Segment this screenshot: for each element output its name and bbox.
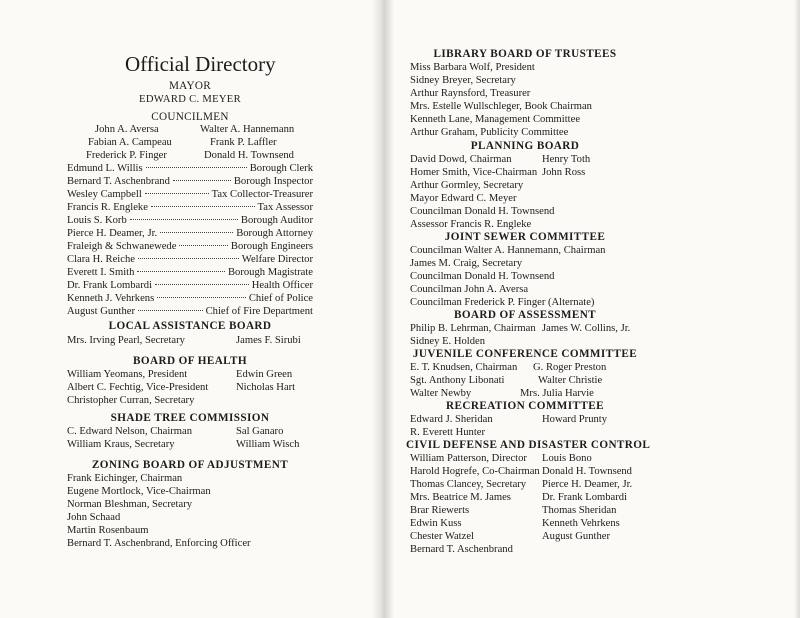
official-name: Dr. Frank Lombardi <box>67 280 153 291</box>
member-name: Eugene Mortlock, Vice-Chairman <box>67 486 211 497</box>
member-name: James F. Sirubi <box>236 335 301 346</box>
member-name: Mrs. Beatrice M. James <box>410 492 511 503</box>
member-name: Albert C. Fechtig, Vice-President <box>67 382 209 393</box>
section-heading: ZONING BOARD OF ADJUSTMENT <box>91 459 289 471</box>
member-name: Arthur Raynsford, Treasurer <box>410 88 531 99</box>
official-position: Tax Assessor <box>257 202 313 213</box>
member-name: James W. Collins, Jr. <box>542 323 631 334</box>
member-name: E. T. Knudsen, Chairman <box>410 362 518 373</box>
section-heading: BOARD OF ASSESSMENT <box>453 309 597 321</box>
member-name: Frank Eichinger, Chairman <box>67 473 183 484</box>
official-position: Borough Engineers <box>230 241 313 252</box>
member-name: Mayor Edward C. Meyer <box>410 193 517 204</box>
dot-leader <box>160 232 233 233</box>
official-row <box>67 293 313 306</box>
councilman-name: Frederick P. Finger <box>86 150 167 161</box>
member-name: James M. Craig, Secretary <box>410 258 523 269</box>
official-row <box>67 267 313 280</box>
member-name: Sgt. Anthony Libonati <box>410 375 505 386</box>
member-name: William Kraus, Secretary <box>67 439 175 450</box>
member-name: Assessor Francis R. Engleke <box>410 219 532 230</box>
member-name: Kenneth Vehrkens <box>542 518 620 529</box>
member-name: Martin Rosenbaum <box>67 525 149 536</box>
member-name: Brar Riewerts <box>410 505 470 516</box>
councilman-name: Frank P. Laffler <box>210 137 277 148</box>
member-name: Walter Christie <box>538 375 603 386</box>
member-name: John Ross <box>542 167 586 178</box>
section-heading: LIBRARY BOARD OF TRUSTEES <box>433 48 617 60</box>
member-name: Arthur Gormley, Secretary <box>410 180 524 191</box>
mayor-heading: MAYOR <box>168 80 212 92</box>
member-name: Philip B. Lehrman, Chairman <box>410 323 536 334</box>
official-name: Fraleigh & Schwanewede <box>67 241 177 252</box>
official-position: Borough Magistrate <box>227 267 313 278</box>
section-heading: PLANNING BOARD <box>470 140 580 152</box>
councilman-name: Donald H. Townsend <box>204 150 294 161</box>
member-name: Mrs. Julia Harvie <box>520 388 594 399</box>
official-position: Tax Collector-Treasurer <box>211 189 313 200</box>
dot-leader <box>130 219 238 220</box>
official-position: Borough Inspector <box>233 176 313 187</box>
official-name: Edmund L. Willis <box>67 163 143 174</box>
member-name: Howard Prunty <box>542 414 608 425</box>
member-name: Councilman Donald H. Townsend <box>410 271 555 282</box>
councilman-name: John A. Aversa <box>95 124 159 135</box>
official-row <box>67 280 313 293</box>
member-name: Bernard T. Aschenbrand <box>410 544 513 555</box>
dot-leader <box>145 193 209 194</box>
official-name: Kenneth J. Vehrkens <box>67 293 155 304</box>
dot-leader <box>179 245 227 246</box>
member-name: Sal Ganaro <box>236 426 284 437</box>
member-name: Dr. Frank Lombardi <box>542 492 628 503</box>
member-name: William Yeomans, President <box>67 369 188 380</box>
official-row <box>67 254 313 267</box>
member-name: Bernard T. Aschenbrand, Enforcing Officer <box>67 538 251 549</box>
dot-leader <box>155 284 249 285</box>
official-name: August Gunther <box>67 306 135 317</box>
member-name: Sidney E. Holden <box>410 336 486 347</box>
official-row <box>67 176 313 189</box>
section-heading: BOARD OF HEALTH <box>133 355 247 367</box>
member-name: Nicholas Hart <box>236 382 296 393</box>
member-name: Edwin Kuss <box>410 518 462 529</box>
member-name: Harold Hogrefe, Co-Chairman <box>410 466 540 477</box>
official-position: Chief of Fire Department <box>205 306 313 317</box>
member-name: Thomas Sheridan <box>542 505 617 516</box>
official-row <box>67 228 313 241</box>
member-name: Arthur Graham, Publicity Committee <box>410 127 569 138</box>
dot-leader <box>138 258 239 259</box>
official-row <box>67 163 313 176</box>
dot-leader <box>157 297 246 298</box>
member-name: Councilman Walter A. Hannemann, Chairman <box>410 245 606 256</box>
member-name: Miss Barbara Wolf, President <box>410 62 535 73</box>
member-name: John Schaad <box>67 512 121 523</box>
councilman-name: Fabian A. Campeau <box>88 137 172 148</box>
official-row <box>67 215 313 228</box>
book-gutter <box>372 0 394 618</box>
member-name: Christopher Curran, Secretary <box>67 395 195 406</box>
member-name: Sidney Breyer, Secretary <box>410 75 516 86</box>
official-position: Borough Attorney <box>236 228 313 239</box>
member-name: Mrs. Irving Pearl, Secretary <box>67 335 185 346</box>
dot-leader <box>151 206 255 207</box>
official-name: Clara H. Reiche <box>67 254 135 265</box>
councilmen-heading: COUNCILMEN <box>151 111 229 123</box>
member-name: R. Everett Hunter <box>410 427 486 438</box>
dot-leader <box>138 310 203 311</box>
official-position: Health Officer <box>251 280 313 291</box>
member-name: Louis Bono <box>542 453 592 464</box>
member-name: Homer Smith, Vice-Chairman <box>410 167 538 178</box>
councilman-name: Walter A. Hannemann <box>200 124 295 135</box>
member-name: Norman Bleshman, Secretary <box>67 499 193 510</box>
dot-leader <box>146 167 247 168</box>
dot-leader <box>137 271 225 272</box>
section-heading: LOCAL ASSISTANCE BOARD <box>108 320 272 332</box>
official-position: Welfare Director <box>241 254 313 265</box>
member-name: Councilman John A. Aversa <box>410 284 529 295</box>
member-name: Chester Watzel <box>410 531 474 542</box>
official-name: Everett I. Smith <box>67 267 135 278</box>
official-row <box>67 241 313 254</box>
official-position: Borough Auditor <box>240 215 313 226</box>
member-name: Thomas Clancey, Secretary <box>410 479 527 490</box>
section-heading: JOINT SEWER COMMITTEE <box>444 231 606 243</box>
section-heading: RECREATION COMMITTEE <box>446 400 604 412</box>
member-name: Walter Newby <box>410 388 472 399</box>
section-heading: SHADE TREE COMMISSION <box>110 412 270 424</box>
member-name: Henry Toth <box>542 154 591 165</box>
member-name: Kenneth Lane, Management Committee <box>410 114 581 125</box>
member-name: Edwin Green <box>236 369 293 380</box>
page-title: Official Directory <box>125 52 276 76</box>
member-name: William Wisch <box>236 439 300 450</box>
mayor-name: EDWARD C. MEYER <box>139 94 241 105</box>
member-name: David Dowd, Chairman <box>410 154 512 165</box>
member-name: G. Roger Preston <box>533 362 607 373</box>
section-heading: CIVIL DEFENSE AND DISASTER CONTROL <box>406 439 651 451</box>
official-name: Pierce H. Deamer, Jr. <box>67 228 158 239</box>
official-name: Bernard T. Aschenbrand <box>67 176 170 187</box>
member-name: Mrs. Estelle Wullschleger, Book Chairman <box>410 101 592 112</box>
official-row <box>67 202 313 215</box>
official-row <box>67 189 313 202</box>
member-name: Councilman Donald H. Townsend <box>410 206 555 217</box>
member-name: C. Edward Nelson, Chairman <box>67 426 193 437</box>
dot-leader <box>173 180 231 181</box>
official-name: Wesley Campbell <box>67 189 142 200</box>
official-position: Borough Clerk <box>249 163 313 174</box>
official-position: Chief of Police <box>248 293 313 304</box>
member-name: Councilman Frederick P. Finger (Alternate) <box>410 297 595 308</box>
official-name: Francis R. Engleke <box>67 202 148 213</box>
official-row <box>67 306 313 319</box>
member-name: Edward J. Sheridan <box>410 414 493 425</box>
section-heading: JUVENILE CONFERENCE COMMITTEE <box>412 348 638 360</box>
member-name: Donald H. Townsend <box>542 466 632 477</box>
official-name: Louis S. Korb <box>67 215 127 226</box>
member-name: William Patterson, Director <box>410 453 527 464</box>
member-name: Pierce H. Deamer, Jr. <box>542 479 633 490</box>
member-name: August Gunther <box>542 531 610 542</box>
